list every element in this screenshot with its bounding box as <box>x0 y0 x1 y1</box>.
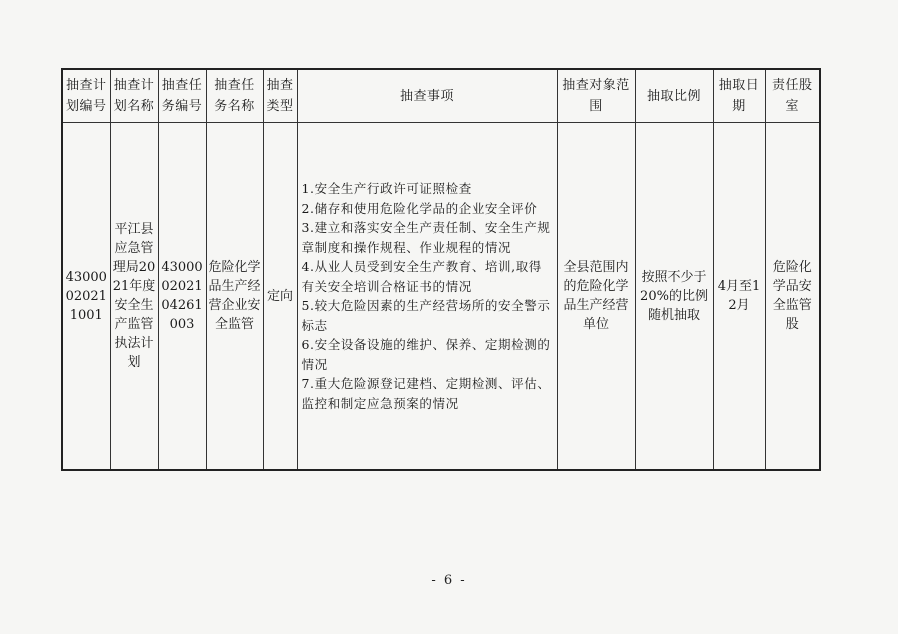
list-item: 7.重大危险源登记建档、定期检测、评估、监控和制定应急预案的情况 <box>301 376 551 411</box>
cell-task-name: 危险化学品生产经营企业安全监管 <box>206 123 263 471</box>
cell-scope: 全县范围内的危险化学品生产经营单位 <box>557 123 635 471</box>
header-type: 抽查类型 <box>263 69 297 123</box>
table-row <box>62 123 820 471</box>
header-dept: 责任股室 <box>765 69 820 123</box>
list-item: 1.安全生产行政许可证照检查 <box>301 181 472 196</box>
inspection-table <box>61 68 821 471</box>
list-item: 2.储存和使用危险化学品的企业安全评价 <box>301 200 538 216</box>
header-ratio: 抽取比例 <box>635 69 713 123</box>
list-item: 5.较大危险因素的生产经营场所的安全警示标志 <box>301 298 551 333</box>
header-date: 抽取日期 <box>713 69 765 123</box>
header-plan-name: 抽查计划名称 <box>110 69 158 123</box>
page-number: - 6 - <box>431 573 467 588</box>
table-header-row <box>62 69 820 123</box>
header-plan-no: 抽查计划编号 <box>62 69 110 123</box>
list-item: 4.从业人员受到安全生产教育、培训,取得有关安全培训合格证书的情况 <box>301 259 542 294</box>
list-item: 3.建立和落实安全生产责任制、安全生产规章制度和操作规程、作业规程的情况 <box>301 220 551 255</box>
cell-type: 定向 <box>263 123 297 471</box>
cell-date: 4月至12月 <box>713 123 765 471</box>
header-scope: 抽查对象范围 <box>557 69 635 123</box>
header-items: 抽查事项 <box>297 69 557 123</box>
cell-plan-no: 43000020211001 <box>62 123 110 471</box>
header-task-no: 抽查任务编号 <box>158 69 206 123</box>
cell-task-no: 430000202104261003 <box>158 123 206 471</box>
cell-plan-name: 平江县应急管理局2021年度安全生产监管执法计划 <box>110 123 158 471</box>
header-task-name: 抽查任务名称 <box>206 69 263 123</box>
cell-dept: 危险化学品安全监管股 <box>765 123 820 471</box>
list-item: 6.安全设备设施的维护、保养、定期检测的情况 <box>301 337 551 372</box>
cell-items <box>297 123 557 471</box>
cell-ratio: 按照不少于20%的比例随机抽取 <box>635 123 713 471</box>
